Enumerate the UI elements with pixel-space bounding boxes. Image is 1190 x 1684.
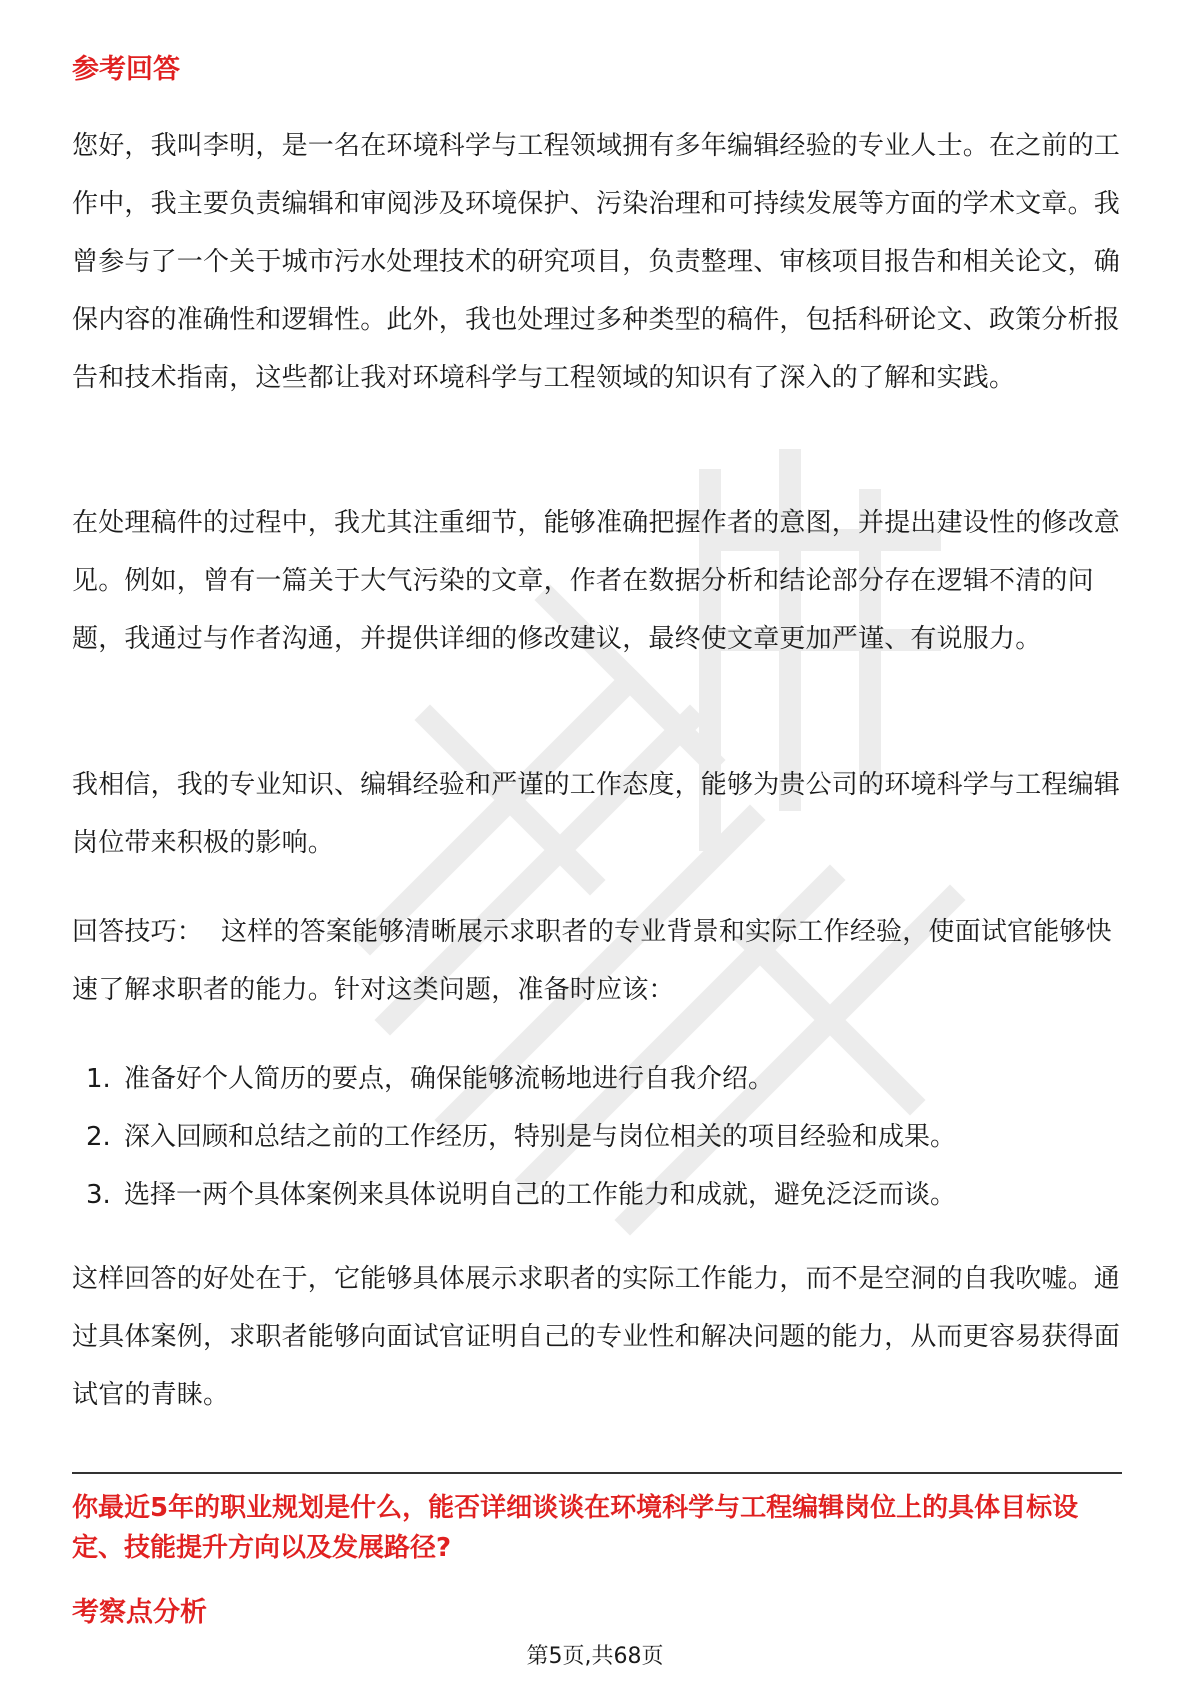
next-question-heading: 你最近5年的职业规划是什么，能否详细谈谈在环境科学与工程编辑岗位上的具体目标设定、技能提升方向以及发展路径? <box>72 1493 1079 1563</box>
closing-paragraph: 我相信，我的专业知识、编辑经验和严谨的工作态度，能够为贵公司的环境科学与工程编辑岗位带来积极的影响。 <box>72 770 1121 858</box>
list-item-text: 选择一两个具体案例来具体说明自己的工作能力和成就，避免泛泛而谈。 <box>124 1180 957 1210</box>
detail-paragraph: 在处理稿件的过程中，我尤其注重细节，能够准确把握作者的意图，并提出建设性的修改意见。例如，曾有一篇关于大气污染的文章，作者在数据分析和结论部分存在逻辑不清的问题，我通过与作者沟通，并提供详细的修改建议，最终使文章更加严谨、有说服力。 <box>72 508 1121 654</box>
tips-text: 这样的答案能够清晰展示求职者的专业背景和实际工作经验，使面试官能够快速了解求职者的能力。针对这类问题，准备时应该： <box>72 917 1112 1005</box>
list-item <box>72 1166 1122 1224</box>
list-number: 2. <box>86 1122 111 1152</box>
tips-list <box>72 1050 1122 1224</box>
reference-answer-heading: 参考回答 <box>72 54 180 85</box>
list-item-text: 深入回顾和总结之前的工作经历，特别是与岗位相关的项目经验和成果。 <box>124 1122 957 1152</box>
page-number-footer: 第5页,共68页 <box>526 1644 664 1669</box>
list-number: 3. <box>86 1180 111 1210</box>
list-item <box>72 1050 1122 1108</box>
list-number: 1. <box>86 1064 111 1094</box>
intro-paragraph: 您好，我叫李明，是一名在环境科学与工程领域拥有多年编辑经验的专业人士。在之前的工作中，我主要负责编辑和审阅涉及环境保护、污染治理和可持续发展等方面的学术文章。我曾参与了一个关于城市污水处理技术的研究项目，负责整理、审核项目报告和相关论文，确保内容的准确性和逻辑性。此外，我也处理过多种类型的稿件，包括科研论文、政策分析报告和技术指南，这些都让我对环境科学与工程领域的知识有了深入的了解和实践。 <box>72 131 1121 393</box>
tips-label: 回答技巧： <box>72 917 204 947</box>
list-item <box>72 1108 1122 1166</box>
tips-paragraph <box>72 903 1122 1019</box>
benefit-paragraph: 这样回答的好处在于，它能够具体展示求职者的实际工作能力，而不是空洞的自我吹嘘。通过具体案例，求职者能够向面试官证明自己的专业性和解决问题的能力，从而更容易获得面试官的青睐。 <box>72 1264 1121 1410</box>
section-divider <box>72 1472 1122 1474</box>
analysis-heading: 考察点分析 <box>72 1597 207 1628</box>
list-item-text: 准备好个人简历的要点，确保能够流畅地进行自我介绍。 <box>124 1064 775 1094</box>
